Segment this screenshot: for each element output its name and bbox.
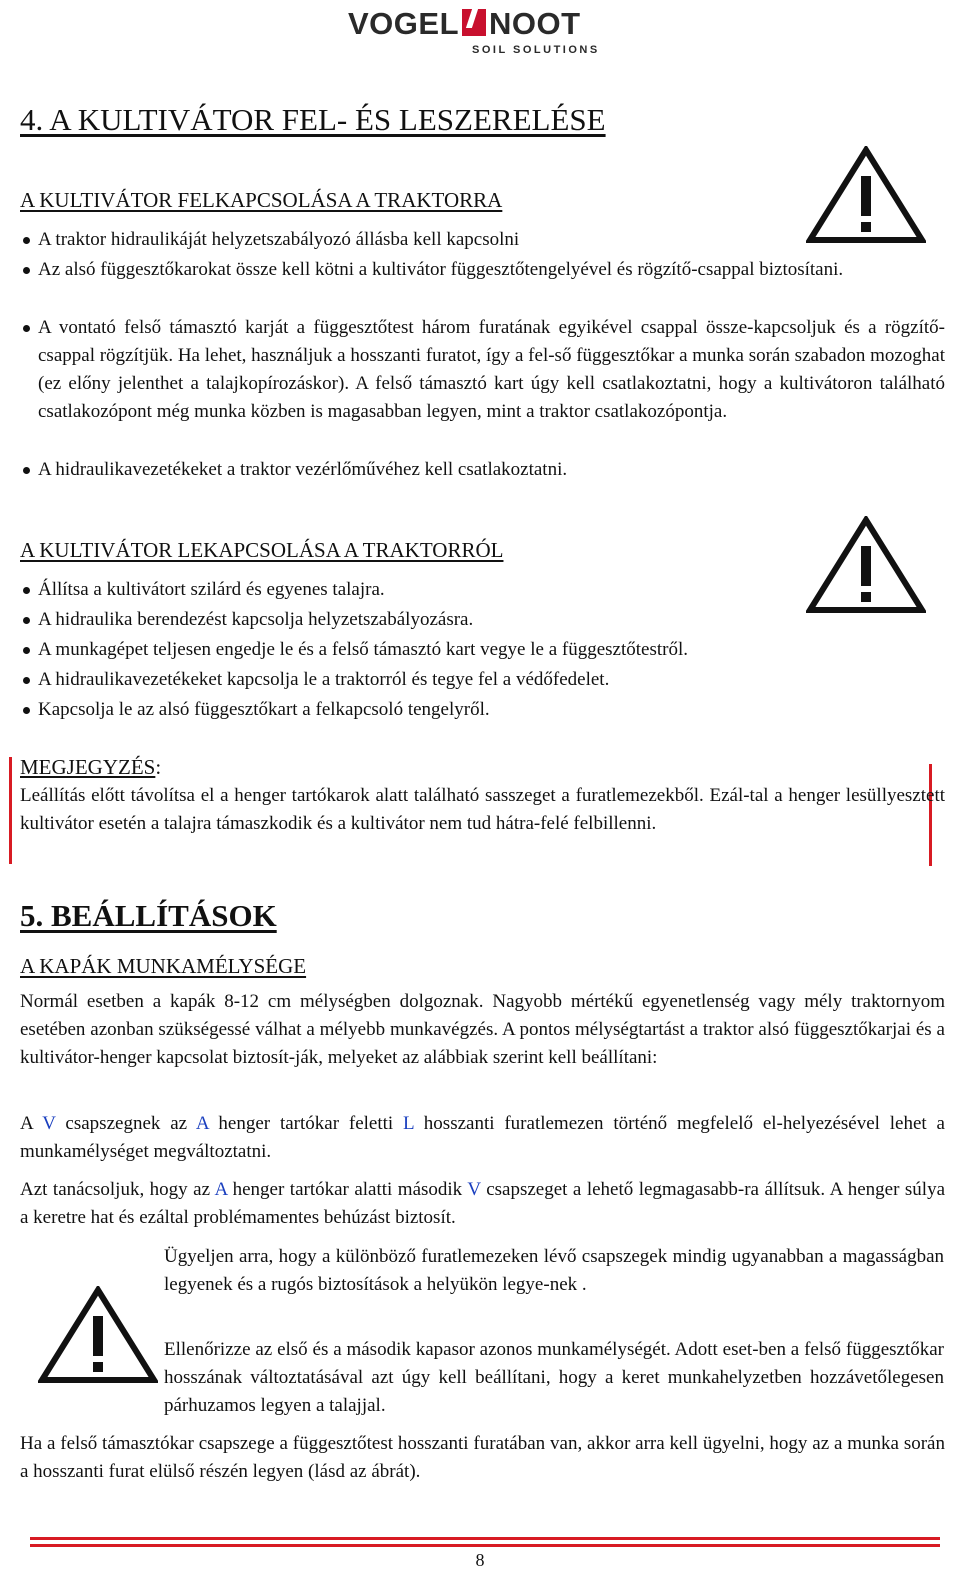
- list-item: Kapcsolja le az alsó függesztőkart a felkapcsoló tengelyről.: [20, 696, 945, 724]
- logo-tagline: SOIL SOLUTIONS: [472, 44, 600, 56]
- list-item: A vontató felső támasztó karját a függesztőtest három furatának egyikével csappal össze-kapcsoljuk és a rögzítő-csappal rögzítjük. Ha lehet, használjuk a hosszanti furatot, így a fel-ső függesztőkar a munka során szabadon mozoghat (ez előny jelenthet a talajkopírozáskor). A felső támasztó kart úgy kell csatlakoztatni, hogy a kultivátoron található csatlakozópont még munka közben is magasabban legyen, mint a traktor csatlakozópontja.: [20, 314, 945, 426]
- depth-paragraph-1: Normál esetben a kapák 8-12 cm mélységben dolgoznak. Nagyobb mértékű egyenetlenség vagy mély traktornyom esetében azonban szükségessé válhat a mélyebb munkavégzés. A pontos mélységtartást a traktor alsó függesztőkarjai és a kultivátor-henger kapcsolat biztosít-ják, melyeket az alábbiak szerint kell beállítani:: [20, 991, 945, 1068]
- section-5-title: 5. BEÁLLÍTÁSOK: [20, 898, 277, 933]
- logo-word-left: VOGEL: [348, 6, 460, 41]
- bullet-icon: [23, 267, 30, 274]
- bullet-icon: [23, 325, 30, 332]
- list-item: A hidraulikavezetékeket a traktor vezérlőművéhez kell csatlakoztatni.: [20, 456, 945, 484]
- page-number: 8: [475, 1550, 485, 1570]
- footer-rule: [30, 1537, 940, 1540]
- logo-wordmark: [348, 6, 581, 42]
- arm-letter-a: A: [195, 1113, 209, 1134]
- bullet-icon: [23, 647, 30, 654]
- note-text: Leállítás előtt távolítsa el a henger tartókarok alatt található sasszeget a furatlemezekből. Ezál-tal a henger lesüllyesztett kultivátor esetén a talajra támaszkodik és a kultivátor nem tud hátra-felé felbillenni.: [20, 785, 945, 834]
- bullet-icon: [23, 467, 30, 474]
- depth-paragraph-4: Ha a felső támasztókar csapszege a függesztőtest hosszanti furatában van, akkor arra kell ügyelni, hogy az a munka során a hosszanti furat elülső részén legyen (lásd az ábrát).: [20, 1433, 945, 1482]
- brand-logo: [348, 6, 618, 58]
- logo-word-right: NOOT: [489, 6, 581, 41]
- bullet-icon: [23, 707, 30, 714]
- warning-text-1: Ügyeljen arra, hogy a különböző furatlemezeken lévő csapszegek mindig ugyanabban a magasságban legyenek és a rugós biztosítások a helyükön legye-nek .: [164, 1246, 944, 1295]
- depth-paragraph-2: A V csapszegnek az A henger tartókar feletti L hosszanti furatlemezen történő megfelelő el-helyezésével lehet a munkamélységet megváltoztatni.: [20, 1113, 945, 1162]
- bullet-icon: [23, 617, 30, 624]
- pin-letter-v: V: [42, 1113, 56, 1134]
- pin-letter-v: V: [467, 1179, 481, 1200]
- subsection-attach-title: A KULTIVÁTOR FELKAPCSOLÁSA A TRAKTORRA: [20, 188, 503, 212]
- warning-text-2: Ellenőrizze az első és a második kapasor azonos munkamélységét. Adott eset-ben a felső függesztőkar hosszának változtatásával azt úgy kell beállítani, hogy a keret munkahelyzetben hozzávetőlegesen párhuzamos legyen a talajjal.: [164, 1339, 944, 1416]
- arm-letter-a: A: [214, 1179, 228, 1200]
- bullet-icon: [23, 237, 30, 244]
- note-label: MEGJEGYZÉS:: [20, 755, 162, 779]
- logo-mark-icon: [462, 9, 486, 36]
- warning-triangle-icon: [806, 516, 926, 616]
- list-item: A hidraulika berendezést kapcsolja helyzetszabályozásra.: [20, 606, 800, 634]
- plate-letter-l: L: [403, 1113, 414, 1134]
- list-item: Az alsó függesztőkarokat össze kell kötni a kultivátor függesztőtengelyével és rögzítő-csappal biztosítani.: [20, 256, 945, 284]
- list-item: A hidraulikavezetékeket kapcsolja le a traktorról és tegye fel a védőfedelet.: [20, 666, 945, 694]
- footer-rule: [30, 1544, 940, 1547]
- list-item: A munkagépet teljesen engedje le és a felső támasztó kart vegye le a függesztőtestről.: [20, 636, 945, 664]
- subsection-detach-title: A KULTIVÁTOR LEKAPCSOLÁSA A TRAKTORRÓL: [20, 538, 504, 562]
- warning-triangle-icon: [38, 1286, 158, 1386]
- depth-paragraph-3: Azt tanácsoljuk, hogy az A henger tartókar alatti második V csapszeget a lehető legmagasabb-ra állítsuk. A henger súlya a keretre hat és ezáltal problémamentes behúzást biztosít.: [20, 1179, 946, 1228]
- section-4-title: 4. A KULTIVÁTOR FEL- ÉS LESZERELÉSE: [20, 102, 606, 137]
- note-accent-bar-left: [9, 757, 12, 864]
- bullet-icon: [23, 677, 30, 684]
- list-item: Állítsa a kultivátort szilárd és egyenes talajra.: [20, 576, 800, 604]
- list-item: A traktor hidraulikáját helyzetszabályozó állásba kell kapcsolni: [20, 226, 945, 254]
- subsection-depth-title: A KAPÁK MUNKAMÉLYSÉGE: [20, 954, 307, 978]
- bullet-icon: [23, 587, 30, 594]
